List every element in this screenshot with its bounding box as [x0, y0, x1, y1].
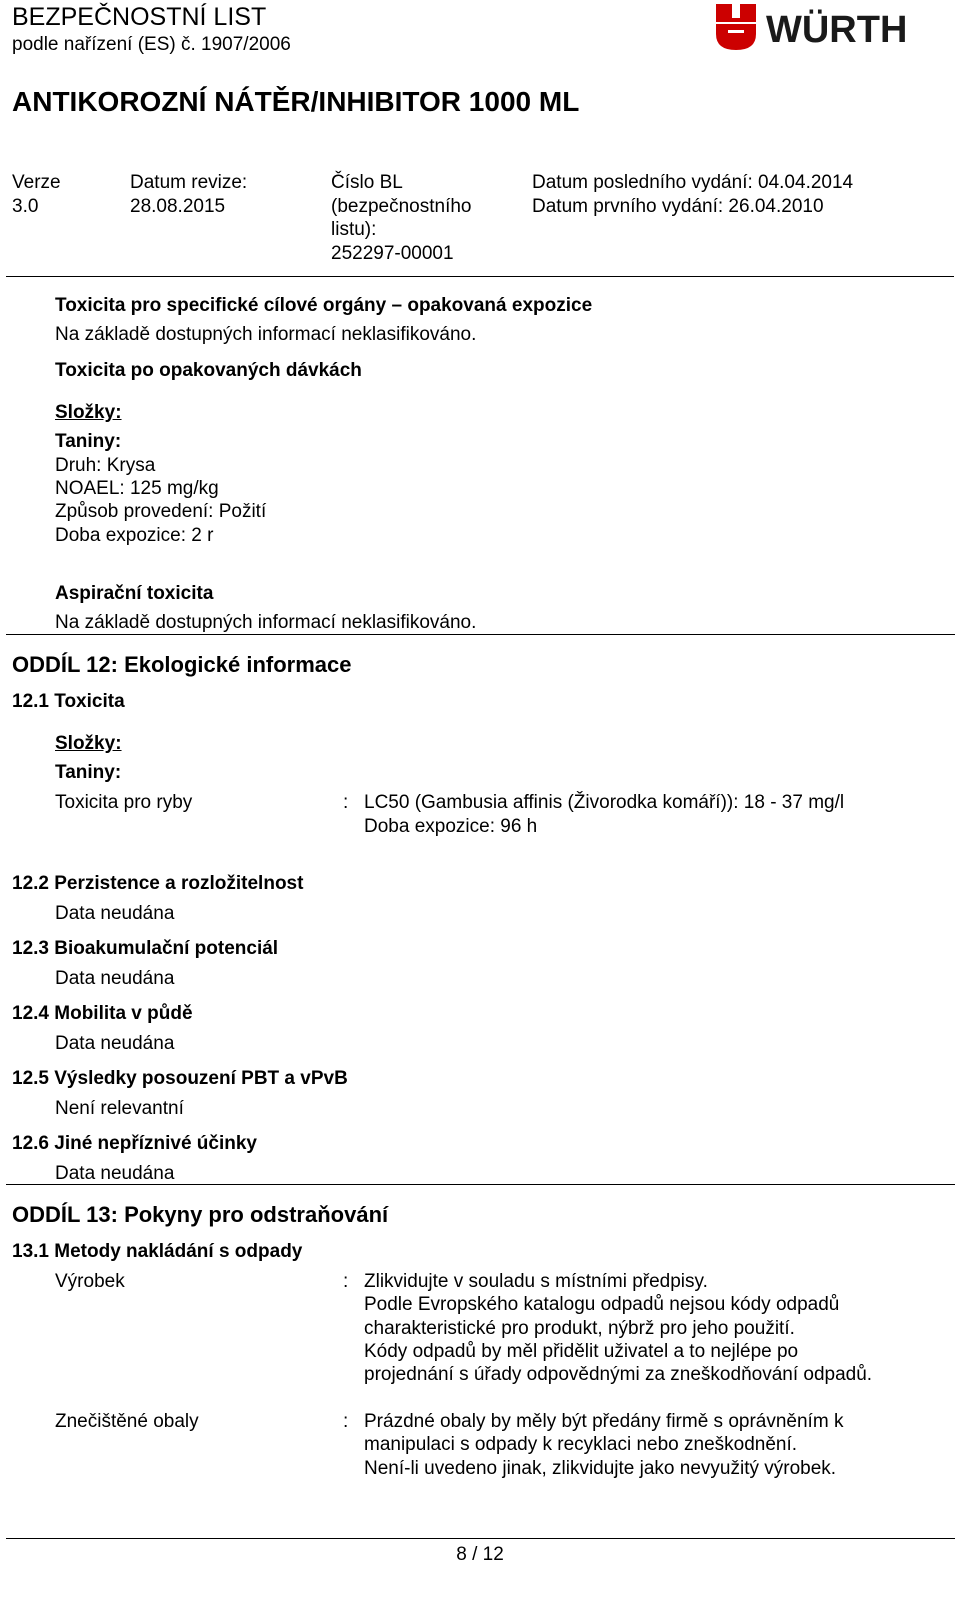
section-13-title: ODDÍL 13: Pokyny pro odstraňování — [12, 1202, 389, 1227]
page-number: 8 / 12 — [456, 1544, 504, 1565]
product-disposal-line: projednání s úřady odpovědnými za zneškodňování odpadů. — [364, 1364, 873, 1386]
sds-number-label-3: listu): — [331, 219, 377, 240]
route-text: Způsob provedení: Požití — [55, 501, 267, 522]
repeated-dose-title: Toxicita po opakovaných dávkách — [55, 360, 362, 381]
subsection-12-2-text: Data neudána — [55, 903, 175, 924]
aspiration-title: Aspirační toxicita — [55, 583, 214, 604]
subsection-12-3-title: 12.3 Bioakumulační potenciál — [12, 938, 279, 959]
subsection-13-1-title: 13.1 Metody nakládání s odpady — [12, 1241, 303, 1262]
subsection-12-4-text: Data neudána — [55, 1033, 175, 1054]
aspiration-text: Na základě dostupných informací neklasifikováno. — [55, 612, 477, 633]
subsection-12-1-title: 12.1 Toxicita — [12, 691, 125, 712]
subsection-12-4-title: 12.4 Mobilita v půdě — [12, 1003, 193, 1024]
wurth-logo — [714, 2, 934, 52]
packaging-disposal-value — [364, 1410, 843, 1480]
components-label: Složky: — [55, 402, 122, 423]
product-disposal-line: Podle Evropského katalogu odpadů nejsou kódy odpadů — [364, 1294, 840, 1316]
sds-number-label-1: Číslo BL — [331, 172, 403, 193]
stot-repeated-text: Na základě dostupných informací neklasifikováno. — [55, 324, 477, 345]
sds-number-value: 252297-00001 — [331, 242, 454, 264]
revision-value: 28.08.2015 — [130, 195, 226, 217]
eco-components-label: Složky: — [55, 733, 122, 754]
issue-dates-block — [532, 171, 853, 218]
fish-toxicity-duration: Doba expozice: 96 h — [364, 816, 538, 837]
version-value: 3.0 — [12, 195, 39, 217]
fish-toxicity-value — [364, 791, 844, 839]
footer-divider — [6, 1538, 955, 1539]
species-text: Druh: Krysa — [55, 455, 156, 476]
packaging-disposal-line: Není-li uvedeno jinak, zlikvidujte jako nevyužitý výrobek. — [364, 1457, 837, 1479]
revision-label: Datum revize: — [130, 172, 248, 193]
wurth-logo-text: WÜRTH — [766, 9, 908, 51]
product-disposal-line: Zlikvidujte v souladu s místními předpisy. — [364, 1271, 708, 1292]
first-issue-date: Datum prvního vydání: 26.04.2010 — [532, 195, 824, 217]
duration-text: Doba expozice: 2 r — [55, 525, 214, 546]
product-disposal-line: Kódy odpadů by měl přidělit uživatel a to nejlépe po — [364, 1340, 799, 1362]
product-disposal-line: charakteristické pro produkt, nýbrž pro jeho použití. — [364, 1317, 795, 1339]
section-13-divider — [6, 1184, 955, 1185]
sds-number-block — [331, 171, 472, 265]
subsection-12-5-text: Není relevantní — [55, 1098, 184, 1119]
product-disposal-colon: : — [343, 1271, 349, 1292]
packaging-disposal-colon: : — [343, 1411, 349, 1432]
product-disposal-value — [364, 1270, 872, 1386]
revision-block — [130, 171, 247, 218]
wurth-logo-mark — [716, 4, 756, 50]
section-12-divider — [6, 634, 955, 635]
subsection-12-2-title: 12.2 Perzistence a rozložitelnost — [12, 873, 304, 894]
last-issue-date: Datum posledního vydání: 04.04.2014 — [532, 172, 854, 193]
noael-text: NOAEL: 125 mg/kg — [55, 478, 219, 499]
subsection-12-6-text: Data neudána — [55, 1163, 175, 1184]
tannins-label: Taniny: — [55, 431, 122, 452]
sds-number-label-2: (bezpečnostního — [331, 195, 472, 217]
stot-repeated-title: Toxicita pro specifické cílové orgány – opakovaná expozice — [55, 295, 593, 316]
packaging-disposal-label: Znečištěné obaly — [55, 1411, 199, 1432]
eco-tannins-label: Taniny: — [55, 762, 122, 783]
version-block — [12, 171, 61, 218]
subsection-12-5-title: 12.5 Výsledky posouzení PBT a vPvB — [12, 1068, 348, 1089]
header-divider — [6, 276, 954, 277]
product-disposal-label: Výrobek — [55, 1271, 125, 1292]
document-type-title: BEZPEČNOSTNÍ LIST — [12, 3, 267, 31]
section-12-title: ODDÍL 12: Ekologické informace — [12, 652, 352, 677]
regulation-reference: podle nařízení (ES) č. 1907/2006 — [12, 34, 291, 55]
subsection-12-3-text: Data neudána — [55, 968, 175, 989]
fish-toxicity-label: Toxicita pro ryby — [55, 792, 193, 813]
fish-toxicity-lc50: LC50 (Gambusia affinis (Živorodka komáří)): 18 - 37 mg/l — [364, 792, 845, 813]
subsection-12-6-title: 12.6 Jiné nepříznivé účinky — [12, 1133, 257, 1154]
packaging-disposal-line: manipulaci s odpady k recyklaci nebo zneškodnění. — [364, 1434, 798, 1456]
fish-toxicity-colon: : — [343, 792, 349, 813]
product-name: ANTIKOROZNÍ NÁTĚR/INHIBITOR 1000 ML — [12, 86, 580, 117]
version-label: Verze — [12, 172, 61, 193]
packaging-disposal-line: Prázdné obaly by měly být předány firmě s oprávněním k — [364, 1411, 844, 1432]
